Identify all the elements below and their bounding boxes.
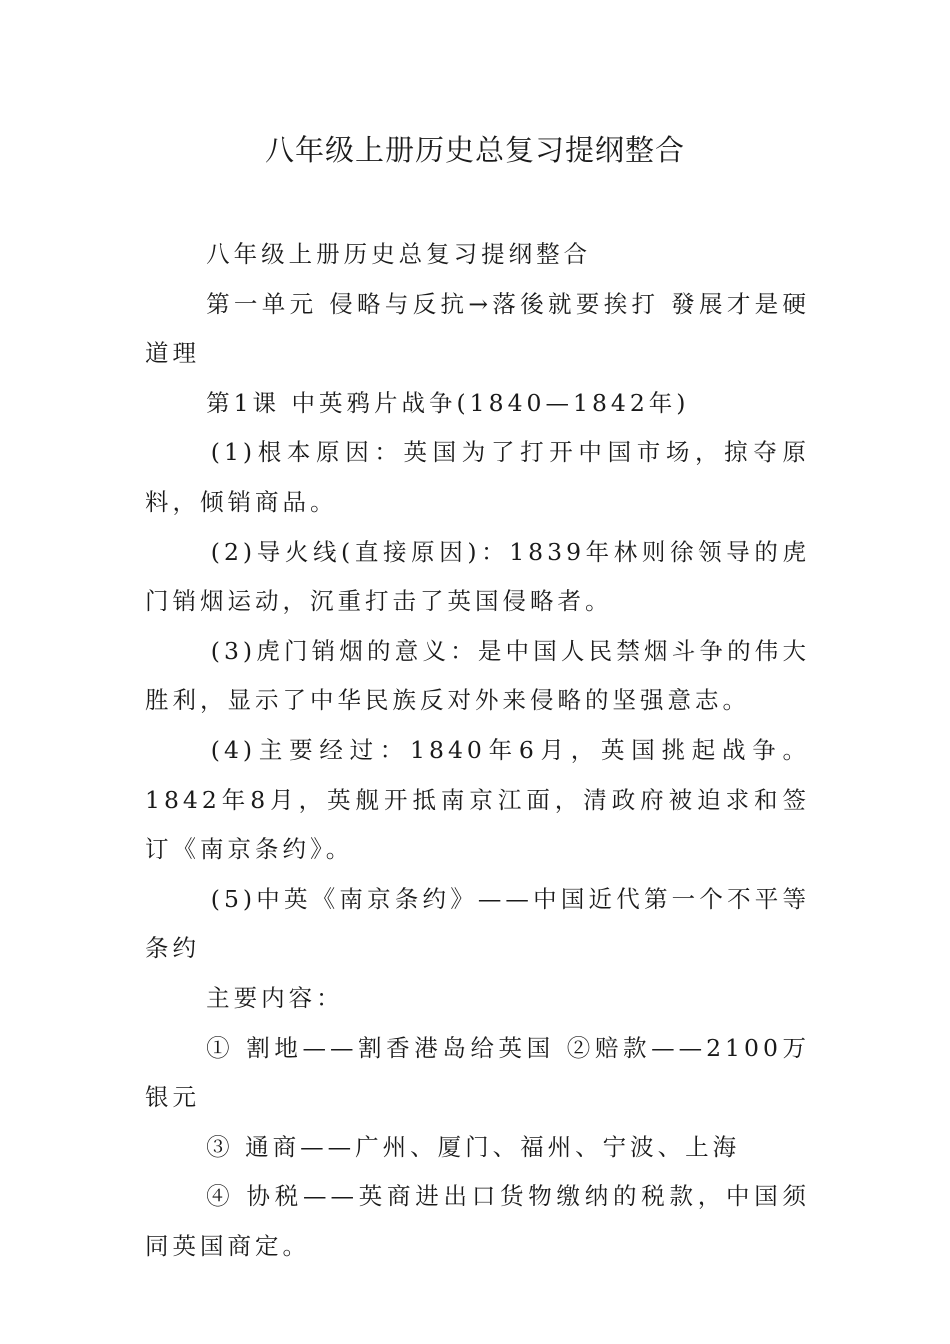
paragraph-treaty: (5)中英《南京条约》——中国近代第一个不平等条约 (145, 884, 810, 963)
document-body (145, 230, 810, 1271)
document-title: 八年级上册历史总复习提纲整合 (264, 133, 685, 167)
list-item-tariff: ④ 协税——英商进出口货物缴纳的税款，中国须同英国商定。 (145, 1182, 810, 1260)
list-item-cession-indemnity: ① 割地——割香港岛给英国 ②赔款——2100万银元 (145, 1033, 810, 1112)
paragraph-main-content-label: 主要内容： (206, 983, 344, 1012)
paragraph-trigger: (2)导火线(直接原因)：1839年林则徐领导的虎门销烟运动，沉重打击了英国侵略者。 (145, 537, 810, 616)
paragraph-subtitle: 八年级上册历史总复习提纲整合 (206, 240, 592, 268)
paragraph-root-cause: (1)根本原因：英国为了打开中国市场，掠夺原料，倾销商品。 (145, 438, 810, 516)
paragraph-significance: (3)虎门销烟的意义：是中国人民禁烟斗争的伟大胜利，显示了中华民族反对外来侵略的坚强意志。 (145, 636, 810, 715)
paragraph-unit-heading: 第一单元 侵略与反抗→落後就要挨打 發展才是硬道理 (145, 289, 810, 368)
paragraph-main-events: (4)主要经过：1840年6月，英国挑起战争。1842年8月，英舰开抵南京江面，清政府被迫求和签订《南京条约》。 (145, 735, 810, 864)
list-item-trade-ports: ③ 通商——广州、厦门、福州、宁波、上海 (206, 1132, 741, 1161)
paragraph-lesson-heading: 第1课 中英鸦片战争(1840—1842年) (206, 388, 690, 417)
